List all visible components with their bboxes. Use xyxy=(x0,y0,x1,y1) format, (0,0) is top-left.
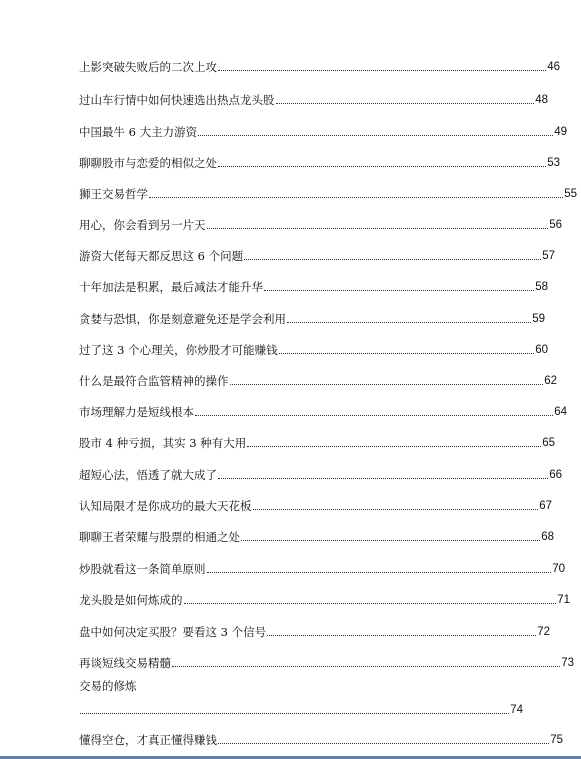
toc-entry[interactable] xyxy=(79,493,552,513)
toc-entry-page: 46 xyxy=(547,61,560,73)
toc-entry[interactable] xyxy=(79,181,577,201)
toc-entry-page: 64 xyxy=(554,406,567,418)
toc-entry[interactable] xyxy=(79,524,554,544)
toc-entry-page: 71 xyxy=(557,594,570,606)
toc-entry-title: 炒股就看这一条简单原则 xyxy=(79,562,206,576)
toc-entry-title: 盘中如何决定买股？要看这 3 个信号 xyxy=(79,625,267,639)
toc-entry-page: 66 xyxy=(549,469,562,481)
toc-leader-dots xyxy=(195,415,553,416)
toc-entry-title: 懂得空仓，才真正懂得赚钱 xyxy=(79,733,217,747)
toc-leader-dots xyxy=(276,103,535,104)
toc-entry-title: 什么是最符合监管精神的操作 xyxy=(79,374,229,388)
toc-entry-page: 65 xyxy=(542,437,555,449)
toc-entry-title: 聊聊股市与恋爱的相似之处 xyxy=(79,156,217,170)
toc-entry-title: 市场理解力是短线根本 xyxy=(79,405,194,419)
toc-leader-dots xyxy=(198,135,553,136)
toc-leader-dots xyxy=(80,713,509,714)
toc-entry[interactable] xyxy=(79,368,557,388)
toc-entry[interactable] xyxy=(79,462,562,482)
toc-entry-page: 59 xyxy=(532,313,545,325)
toc-leader-dots xyxy=(279,353,535,354)
toc-entry[interactable] xyxy=(79,619,550,639)
toc-entry[interactable] xyxy=(79,556,565,576)
toc-entry-page: 49 xyxy=(554,126,567,138)
toc-leader-dots xyxy=(287,322,531,323)
toc-entry-page: 74 xyxy=(510,704,523,716)
toc-entry-title: 再谈短线交易精髓 xyxy=(79,656,171,670)
toc-entry-title: 过了这 3 个心理关，你炒股才可能赚钱 xyxy=(79,343,278,357)
toc-entry[interactable] xyxy=(79,337,548,357)
toc-entry[interactable] xyxy=(79,727,563,747)
toc-leader-dots xyxy=(218,166,546,167)
toc-entry[interactable] xyxy=(79,243,555,263)
toc-leader-dots xyxy=(241,540,540,541)
toc-entry-title: 超短心法，悟透了就大成了 xyxy=(79,468,217,482)
toc-entry-page: 58 xyxy=(535,281,548,293)
toc-entry-title: 游资大佬每天都反思这 6 个问题 xyxy=(79,249,244,263)
toc-entry-title: 用心，你会看到另一片天 xyxy=(79,218,206,232)
toc-entry[interactable] xyxy=(79,306,545,326)
toc-leader-dots xyxy=(218,743,549,744)
toc-leader-dots xyxy=(207,572,552,573)
toc-entry[interactable] xyxy=(79,650,574,670)
toc-entry[interactable] xyxy=(79,399,567,419)
toc-entry-page: 73 xyxy=(561,657,574,669)
toc-entry-title: 龙头股是如何炼成的 xyxy=(79,593,183,607)
toc-entry-title: 过山车行情中如何快速选出热点龙头股 xyxy=(79,93,275,107)
toc-entry-title: 十年加法是积累，最后减法才能升华 xyxy=(79,280,263,294)
toc-leader-dots xyxy=(218,70,546,71)
toc-entry[interactable] xyxy=(79,430,555,450)
toc-entry[interactable] xyxy=(79,87,548,107)
toc-leader-dots xyxy=(207,228,549,229)
toc-entry-title: 贪婪与恐惧，你是刻意避免还是学会利用 xyxy=(79,312,286,326)
toc-leader-dots xyxy=(247,446,541,447)
toc-entry[interactable] xyxy=(79,54,560,74)
toc-entry-page: 56 xyxy=(549,219,562,231)
toc-entry-title: 聊聊王者荣耀与股票的相通之处 xyxy=(79,530,240,544)
toc-entry[interactable] xyxy=(79,119,567,139)
toc-leader-dots xyxy=(253,509,539,510)
toc-leader-dots xyxy=(230,384,544,385)
toc-leader-dots xyxy=(244,259,541,260)
toc-leader-dots xyxy=(267,635,536,636)
toc-entry-title: 认知局限才是你成功的最大天花板 xyxy=(79,499,252,513)
toc-leader-dots xyxy=(149,197,563,198)
toc-leader-dots xyxy=(218,478,548,479)
toc-entry-page: 72 xyxy=(537,626,550,638)
toc-entry[interactable] xyxy=(79,587,570,607)
toc-entry[interactable] xyxy=(79,150,560,170)
toc-entry-title: 股市 4 种亏损，其实 3 种有大用 xyxy=(79,436,247,450)
toc-entry-page: 75 xyxy=(550,734,563,746)
toc-entry-title: 中国最牛 6 大主力游资 xyxy=(79,125,198,139)
toc-leader-dots xyxy=(184,603,557,604)
toc-entry-page: 62 xyxy=(544,375,557,387)
toc-leader-dots xyxy=(172,666,560,667)
toc-entry-page: 70 xyxy=(552,563,565,575)
toc-leader-dots xyxy=(264,290,534,291)
toc-entry-page: 68 xyxy=(541,531,554,543)
toc-entry-page: 57 xyxy=(542,250,555,262)
toc-entry-page: 60 xyxy=(535,344,548,356)
toc-entry-title: 上影突破失败后的二次上攻 xyxy=(79,60,217,74)
toc-entry-title: 狮王交易哲学 xyxy=(79,187,148,201)
toc-entry[interactable] xyxy=(79,212,562,232)
toc-entry-title: 交易的修炼 xyxy=(79,679,137,693)
toc-entry-page: 48 xyxy=(535,94,548,106)
toc-entry-page: 55 xyxy=(564,188,577,200)
toc-entry-page: 53 xyxy=(547,157,560,169)
toc-entry[interactable] xyxy=(79,274,548,294)
toc-entry[interactable] xyxy=(79,679,523,717)
toc-entry-page: 67 xyxy=(539,500,552,512)
